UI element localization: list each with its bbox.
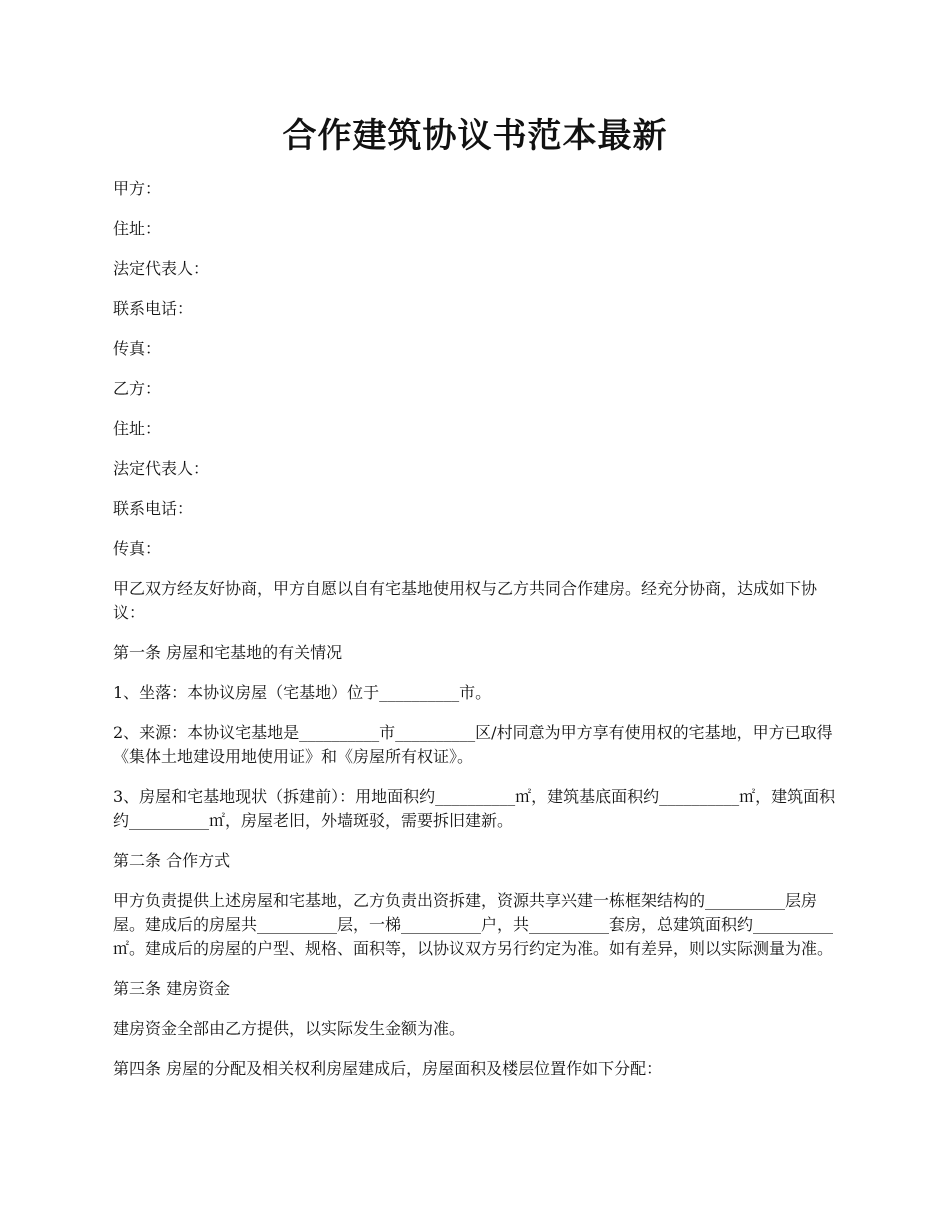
party-b-phone: 联系电话： <box>113 499 194 518</box>
party-b-address: 住址： <box>113 419 162 438</box>
preamble-paragraph: 甲乙双方经友好协商，甲方自愿以自有宅基地使用权与乙方共同合作建房。经充分协商，达成如下协议： <box>113 579 818 622</box>
party-a-legal-rep: 法定代表人： <box>113 259 210 278</box>
article-3-body: 建房资金全部由乙方提供，以实际发生金额为准。 <box>113 1019 466 1038</box>
article-3-heading: 第三条 建房资金 <box>113 979 231 998</box>
article-1-item-3: 3、房屋和宅基地现状（拆建前）：用地面积约__________㎡，建筑基底面积约__________㎡，建筑面积约__________㎡，房屋老旧，外墙斑驳，需要拆旧建新。 <box>113 787 836 830</box>
article-1-heading: 第一条 房屋和宅基地的有关情况 <box>113 643 343 662</box>
party-a-phone: 联系电话： <box>113 299 194 318</box>
article-1-item-1: 1、坐落：本协议房屋（宅基地）位于__________市。 <box>113 683 492 702</box>
party-b-fax: 传真： <box>113 539 162 558</box>
article-1-item-2: 2、来源：本协议宅基地是__________市__________区/村同意为甲方享有使用权的宅基地，甲方已取得《集体土地建设用地使用证》和《房屋所有权证》。 <box>113 723 833 766</box>
party-b-legal-rep: 法定代表人： <box>113 459 210 478</box>
article-2-heading: 第二条 合作方式 <box>113 851 231 870</box>
party-b-label: 乙方： <box>113 379 162 398</box>
party-a-address: 住址： <box>113 219 162 238</box>
document-title: 合作建筑协议书范本最新 <box>282 116 668 156</box>
document-body <box>113 177 843 1097</box>
party-a-label: 甲方： <box>113 179 162 198</box>
article-4-heading: 第四条 房屋的分配及相关权利房屋建成后，房屋面积及楼层位置作如下分配： <box>113 1059 663 1078</box>
party-a-fax: 传真： <box>113 339 162 358</box>
article-2-body: 甲方负责提供上述房屋和宅基地，乙方负责出资拆建，资源共享兴建一栋框架结构的__________层房屋。建成后的房屋共__________层，一梯__________户，共__________套房，总建筑面积约__________㎡。建成后的房屋的户型、规格、面积等，以协议双方另行约定为准。如有差异，则以实际测量为准。 <box>113 891 834 958</box>
